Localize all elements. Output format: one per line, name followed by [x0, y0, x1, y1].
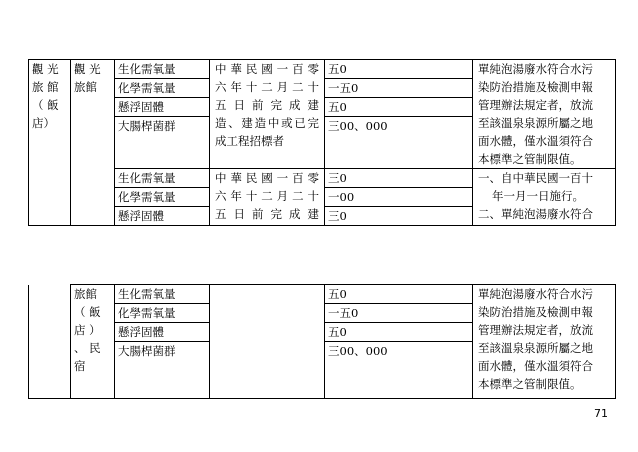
subcategory-cell [71, 285, 115, 399]
date-line: 造、建造中或已完 [215, 116, 319, 130]
limit-value: 三0 [328, 209, 347, 223]
limits-cell-b [325, 169, 473, 226]
date-line: 六年十二月二十 [215, 189, 319, 203]
effluent-standards-table-bottom [28, 284, 616, 399]
remark-line: 單純泡湯廢水符合水污 [478, 287, 593, 301]
item-label: 懸浮固體 [115, 98, 209, 117]
remark-line: 本標準之管制限值。 [478, 152, 582, 166]
date-line: 五日前完成建 [215, 207, 319, 221]
limit-value: 三00、000 [328, 119, 388, 133]
limit-value: 一五0 [325, 304, 472, 323]
items-cell-b [115, 169, 210, 226]
limit-value: 一五0 [325, 79, 472, 98]
subcategory-line: （ 飯 [74, 305, 101, 319]
remark-line: 面水體，僅水溫須符合 [478, 359, 593, 373]
item-label: 生化需氧量 [115, 169, 209, 188]
remark-line: 單純泡湯廢水符合水污 [478, 62, 593, 76]
remark-line: 一、自中華民國一百十 [478, 171, 593, 185]
category-line: 旅 館 [32, 80, 59, 94]
item-label: 生化需氧量 [115, 60, 209, 79]
page-number: 71 [594, 407, 608, 420]
remark-line: 二、單純泡湯廢水符合 [478, 207, 593, 221]
limits-cell-a [325, 60, 473, 169]
item-label: 生化需氧量 [115, 285, 209, 304]
date-line: 成工程招標者 [215, 134, 284, 148]
limit-value: 一00 [325, 188, 472, 207]
item-label: 化學需氧量 [115, 304, 209, 323]
remark-cell-b [473, 169, 616, 226]
date-line: 五日前完成建 [215, 98, 319, 112]
remark-line: 管理辦法規定者，放流 [478, 98, 593, 112]
subcategory-line: 店 ） [74, 323, 101, 337]
category-cell [29, 60, 71, 226]
limit-value: 三0 [325, 169, 472, 188]
item-label: 化學需氧量 [115, 188, 209, 207]
item-label: 大腸桿菌群 [118, 119, 176, 133]
category-line: 店） [32, 116, 55, 130]
limit-value: 五0 [325, 285, 472, 304]
date-line: 中華民國一百零 [215, 171, 319, 185]
limit-value: 三00、000 [328, 344, 388, 358]
subcategory-line: 觀 光 [74, 62, 101, 76]
remark-line: 染防治措施及檢測申報 [478, 80, 593, 94]
date-cell-a [210, 60, 325, 169]
effluent-standards-table-top [28, 59, 616, 226]
date-line: 中華民國一百零 [215, 62, 319, 76]
item-label: 懸浮固體 [115, 323, 209, 342]
limit-value: 五0 [325, 98, 472, 117]
remark-line: 面水體，僅水溫須符合 [478, 134, 593, 148]
subcategory-line: 宿 [74, 359, 86, 373]
item-label: 懸浮固體 [118, 209, 164, 223]
items-cell-a [115, 60, 210, 169]
remark-cell [473, 285, 616, 399]
remark-line: 至該溫泉泉源所屬之地 [478, 116, 593, 130]
subcategory-cell [71, 60, 115, 226]
subcategory-line: 旅館 [74, 287, 97, 301]
items-cell [115, 285, 210, 399]
remark-line: 本標準之管制限值。 [478, 377, 582, 391]
limits-cell [325, 285, 473, 399]
date-cell-b [210, 169, 325, 226]
category-line: （ 飯 [32, 98, 59, 112]
limit-value: 五0 [325, 60, 472, 79]
date-cell [210, 285, 325, 399]
limit-value: 五0 [325, 323, 472, 342]
date-line: 六年十二月二十 [215, 80, 319, 94]
remark-line: 年一月一日施行。 [492, 189, 584, 203]
category-cell [29, 285, 71, 399]
remark-line: 至該溫泉泉源所屬之地 [478, 341, 593, 355]
remark-cell-a [473, 60, 616, 169]
remark-line: 染防治措施及檢測申報 [478, 305, 593, 319]
item-label: 大腸桿菌群 [118, 344, 176, 358]
remark-line: 管理辦法規定者，放流 [478, 323, 593, 337]
category-line: 觀 光 [32, 62, 59, 76]
item-label: 化學需氧量 [115, 79, 209, 98]
subcategory-line: 旅館 [74, 80, 97, 94]
subcategory-line: 、 民 [74, 341, 101, 355]
